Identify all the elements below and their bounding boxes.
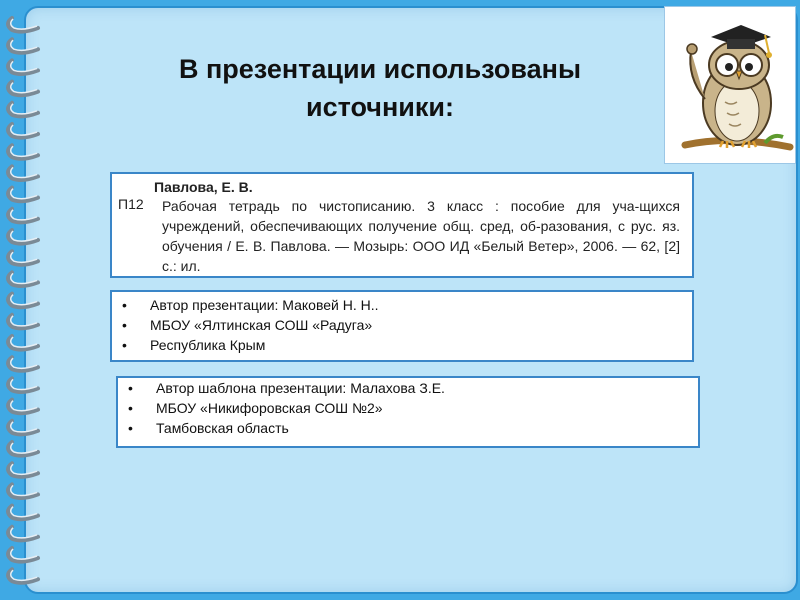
- spiral-ring-highlight: [11, 443, 37, 453]
- presentation-author-box: [110, 290, 694, 362]
- spiral-ring-highlight: [11, 507, 37, 517]
- spiral-ring-highlight: [11, 337, 37, 347]
- template-author-box: [116, 376, 700, 448]
- spiral-ring-highlight: [11, 379, 37, 389]
- list-item: • Тамбовская область: [118, 418, 698, 438]
- spiral-ring-highlight: [11, 40, 37, 50]
- spiral-ring-highlight: [11, 61, 37, 71]
- spiral-ring-highlight: [11, 401, 37, 411]
- list-item: • МБОУ «Никифоровская СОШ №2»: [118, 398, 698, 418]
- reference-author: Павлова, Е. В.: [154, 179, 253, 195]
- spiral-ring-highlight: [11, 167, 37, 177]
- owl-icon: [665, 7, 795, 163]
- spiral-ring-highlight: [11, 549, 37, 559]
- title-line-1: В презентации использованы: [178, 54, 582, 84]
- spiral-ring-highlight: [11, 19, 37, 29]
- spiral-ring-highlight: [11, 295, 37, 305]
- spiral-ring-highlight: [11, 485, 37, 495]
- list-item: • Республика Крым: [112, 335, 692, 355]
- list-item: • Автор шаблона презентации: Малахова З.Е.: [118, 378, 698, 398]
- spiral-ring-highlight: [11, 422, 37, 432]
- spiral-ring-highlight: [11, 464, 37, 474]
- spiral-ring-highlight: [11, 83, 37, 93]
- spiral-ring-highlight: [11, 528, 37, 538]
- reference-id: П12: [118, 196, 144, 212]
- owl-illustration: [664, 6, 796, 164]
- template-author-list: [118, 378, 698, 438]
- spiral-ring-highlight: [11, 231, 37, 241]
- spiral-ring-highlight: [11, 146, 37, 156]
- spiral-ring-highlight: [11, 570, 37, 580]
- spiral-ring-highlight: [11, 104, 37, 114]
- slide-title: [100, 50, 660, 126]
- spiral-ring-highlight: [11, 273, 37, 283]
- reference-text: Рабочая тетрадь по чистописанию. 3 класс : пособие для уча-щихся учреждений, обеспечивающих получение общ. сред, об-разования, с рус. яз. обучения / Е. В. Павлова. — Мозырь: ООО ИД «Белый Ветер», 2006. — 62, [2] с.: ил.: [162, 198, 680, 274]
- spiral-ring-highlight: [11, 252, 37, 262]
- spiral-ring-highlight: [11, 125, 37, 135]
- spiral-binding: [0, 0, 60, 600]
- presentation-author-list: [112, 292, 692, 355]
- title-line-2: источники:: [306, 92, 454, 122]
- spiral-ring-highlight: [11, 210, 37, 220]
- list-item: • МБОУ «Ялтинская СОШ «Радуга»: [112, 315, 692, 335]
- reference-card: [110, 172, 694, 278]
- spiral-ring-highlight: [11, 316, 37, 326]
- list-item: • Автор презентации: Маковей Н. Н..: [112, 295, 692, 315]
- spiral-ring-highlight: [11, 189, 37, 199]
- spiral-ring-highlight: [11, 358, 37, 368]
